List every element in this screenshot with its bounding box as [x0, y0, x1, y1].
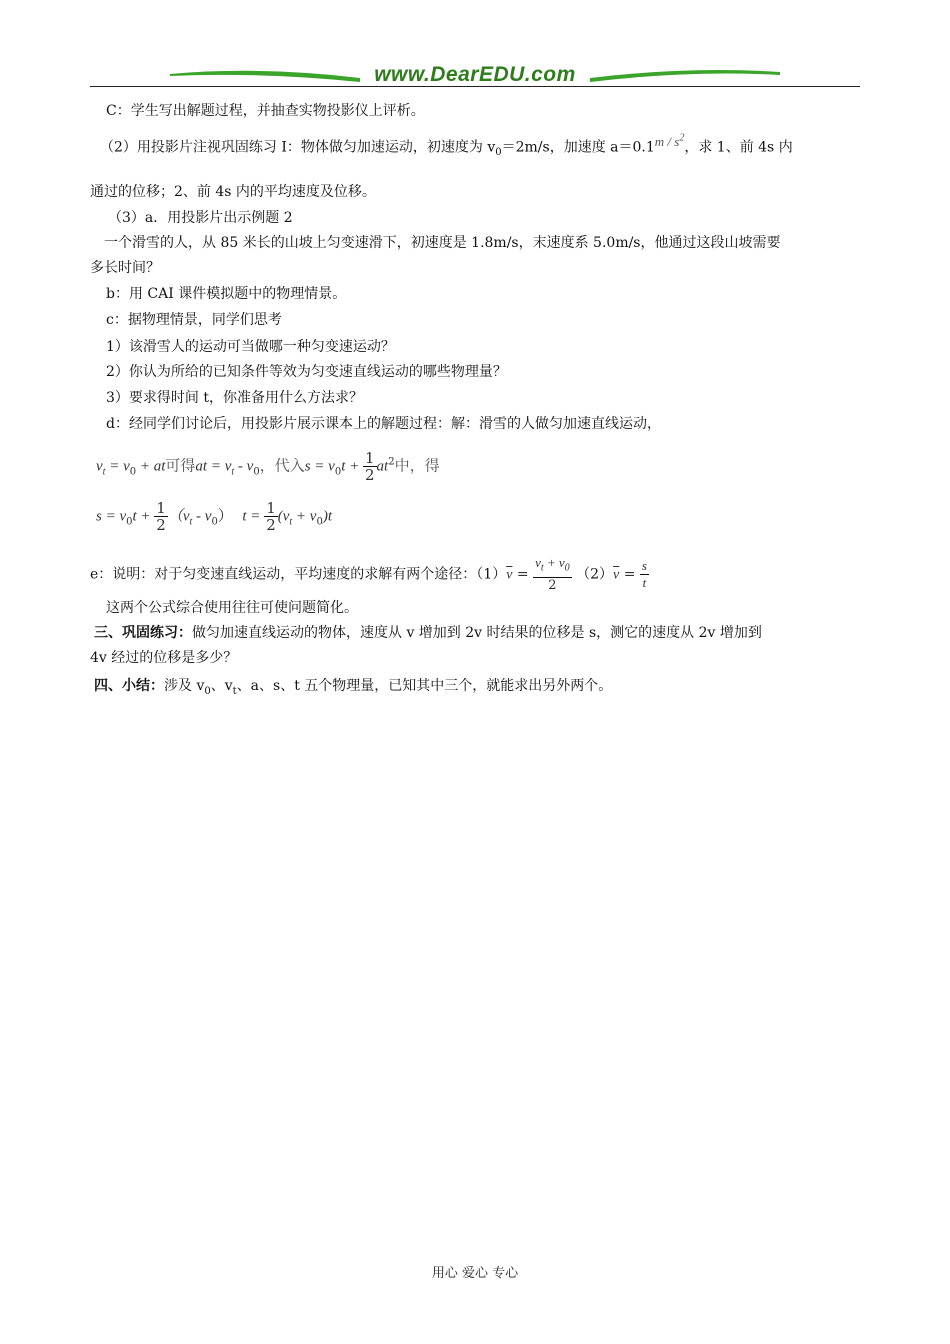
fraction-half: $\frac{1}{2}$ — [365, 449, 375, 484]
header-rule — [90, 86, 860, 87]
line-question-3: 3）要求得时间 t，你准备用什么方法求？ — [106, 390, 363, 406]
line-section-3-cont: 4v 经过的位移是多少？ — [90, 650, 238, 666]
equation-1: $v_t = v_0$ + at可得at = $v_t - v_0$，代入$s = v_0t$ + $\frac{1}{2}$ $at^2$中，得 — [96, 449, 440, 484]
line-practice-2: 通过的位移；2、前 4s 内的平均速度及位移。 — [90, 184, 376, 200]
site-brand[interactable]: www.DearEDU.com — [374, 63, 576, 86]
unit-m-per-s2: m / $s^2$ — [654, 133, 685, 150]
section-4-title: 四、小结： — [94, 678, 164, 694]
fraction-half: $\frac{1}{2}$ — [266, 499, 276, 534]
line-question-1: 1）该滑雪人的运动可当做哪一种匀变速运动？ — [106, 339, 395, 355]
section-3-title: 三、巩固练习： — [94, 625, 192, 641]
line-practice-1: （2）用投影片注视巩固练习 I：物体做匀加速运动，初速度为 $v_0=2m/s$，加速度 $a=0.1m / s^2$，求 1、前 4s 内 — [100, 133, 793, 159]
equation-2: $s = v_0t$ + $\frac{1}{2}$ $(v_t - v_0) t$ = $\frac{1}{2}$ $(v_t + v_0)t$ — [96, 499, 332, 534]
page-footer: 用心 爱心 专心 — [431, 1266, 519, 1281]
line-question-2: 2）你认为所给的已知条件等效为匀变速直线运动的哪些物理量？ — [106, 364, 507, 380]
fraction-average-velocity: $\frac{v_t + v_0}{2}$ — [535, 555, 570, 593]
line-c-step: C：学生写出解题过程，并抽查实物投影仪上评析。 — [106, 103, 425, 119]
line-example-title: （3）a．用投影片出示例题 2 — [108, 210, 293, 226]
line-d-step: d：经同学们讨论后，用投影片展示课本上的解题过程：解：滑雪的人做匀加速直线运动， — [106, 416, 661, 432]
page-header — [90, 62, 860, 90]
line-simplify: 这两个公式综合使用往往可使问题简化。 — [106, 600, 358, 616]
line-c-think: c：据物理情景，同学们思考 — [106, 312, 282, 328]
line-b-step: b：用 CAI 课件模拟题中的物理情景。 — [106, 286, 347, 302]
line-average-velocity: e：说明：对于匀变速直线运动，平均速度的求解有两个途径：$(1)\overline{v}$ = $\frac{v_t + v_0}{2}$ $(2)\overline{v}$ = $\frac{s}{t}$ — [90, 555, 647, 593]
fraction-s-over-t: $\frac{s}{t}$ — [641, 557, 647, 590]
line-example-text-2: 多长时间？ — [90, 260, 160, 276]
fraction-half: $\frac{1}{2}$ — [156, 499, 166, 534]
line-section-4: 四、小结：涉及 $v_0$、$v_t$、a、s、t 五个物理量，已知其中三个，就能求出另外两个。 — [94, 678, 613, 697]
line-example-text-1: 一个滑雪的人，从 85 米长的山坡上匀变速滑下，初速度是 1.8m/s，末速度系 5.0m/s，他通过这段山坡需要 — [104, 235, 781, 251]
line-section-3: 三、巩固练习：做匀加速直线运动的物体，速度从 v 增加到 2v 时结果的位移是 s，测它的速度从 2v 增加到 — [94, 625, 762, 641]
